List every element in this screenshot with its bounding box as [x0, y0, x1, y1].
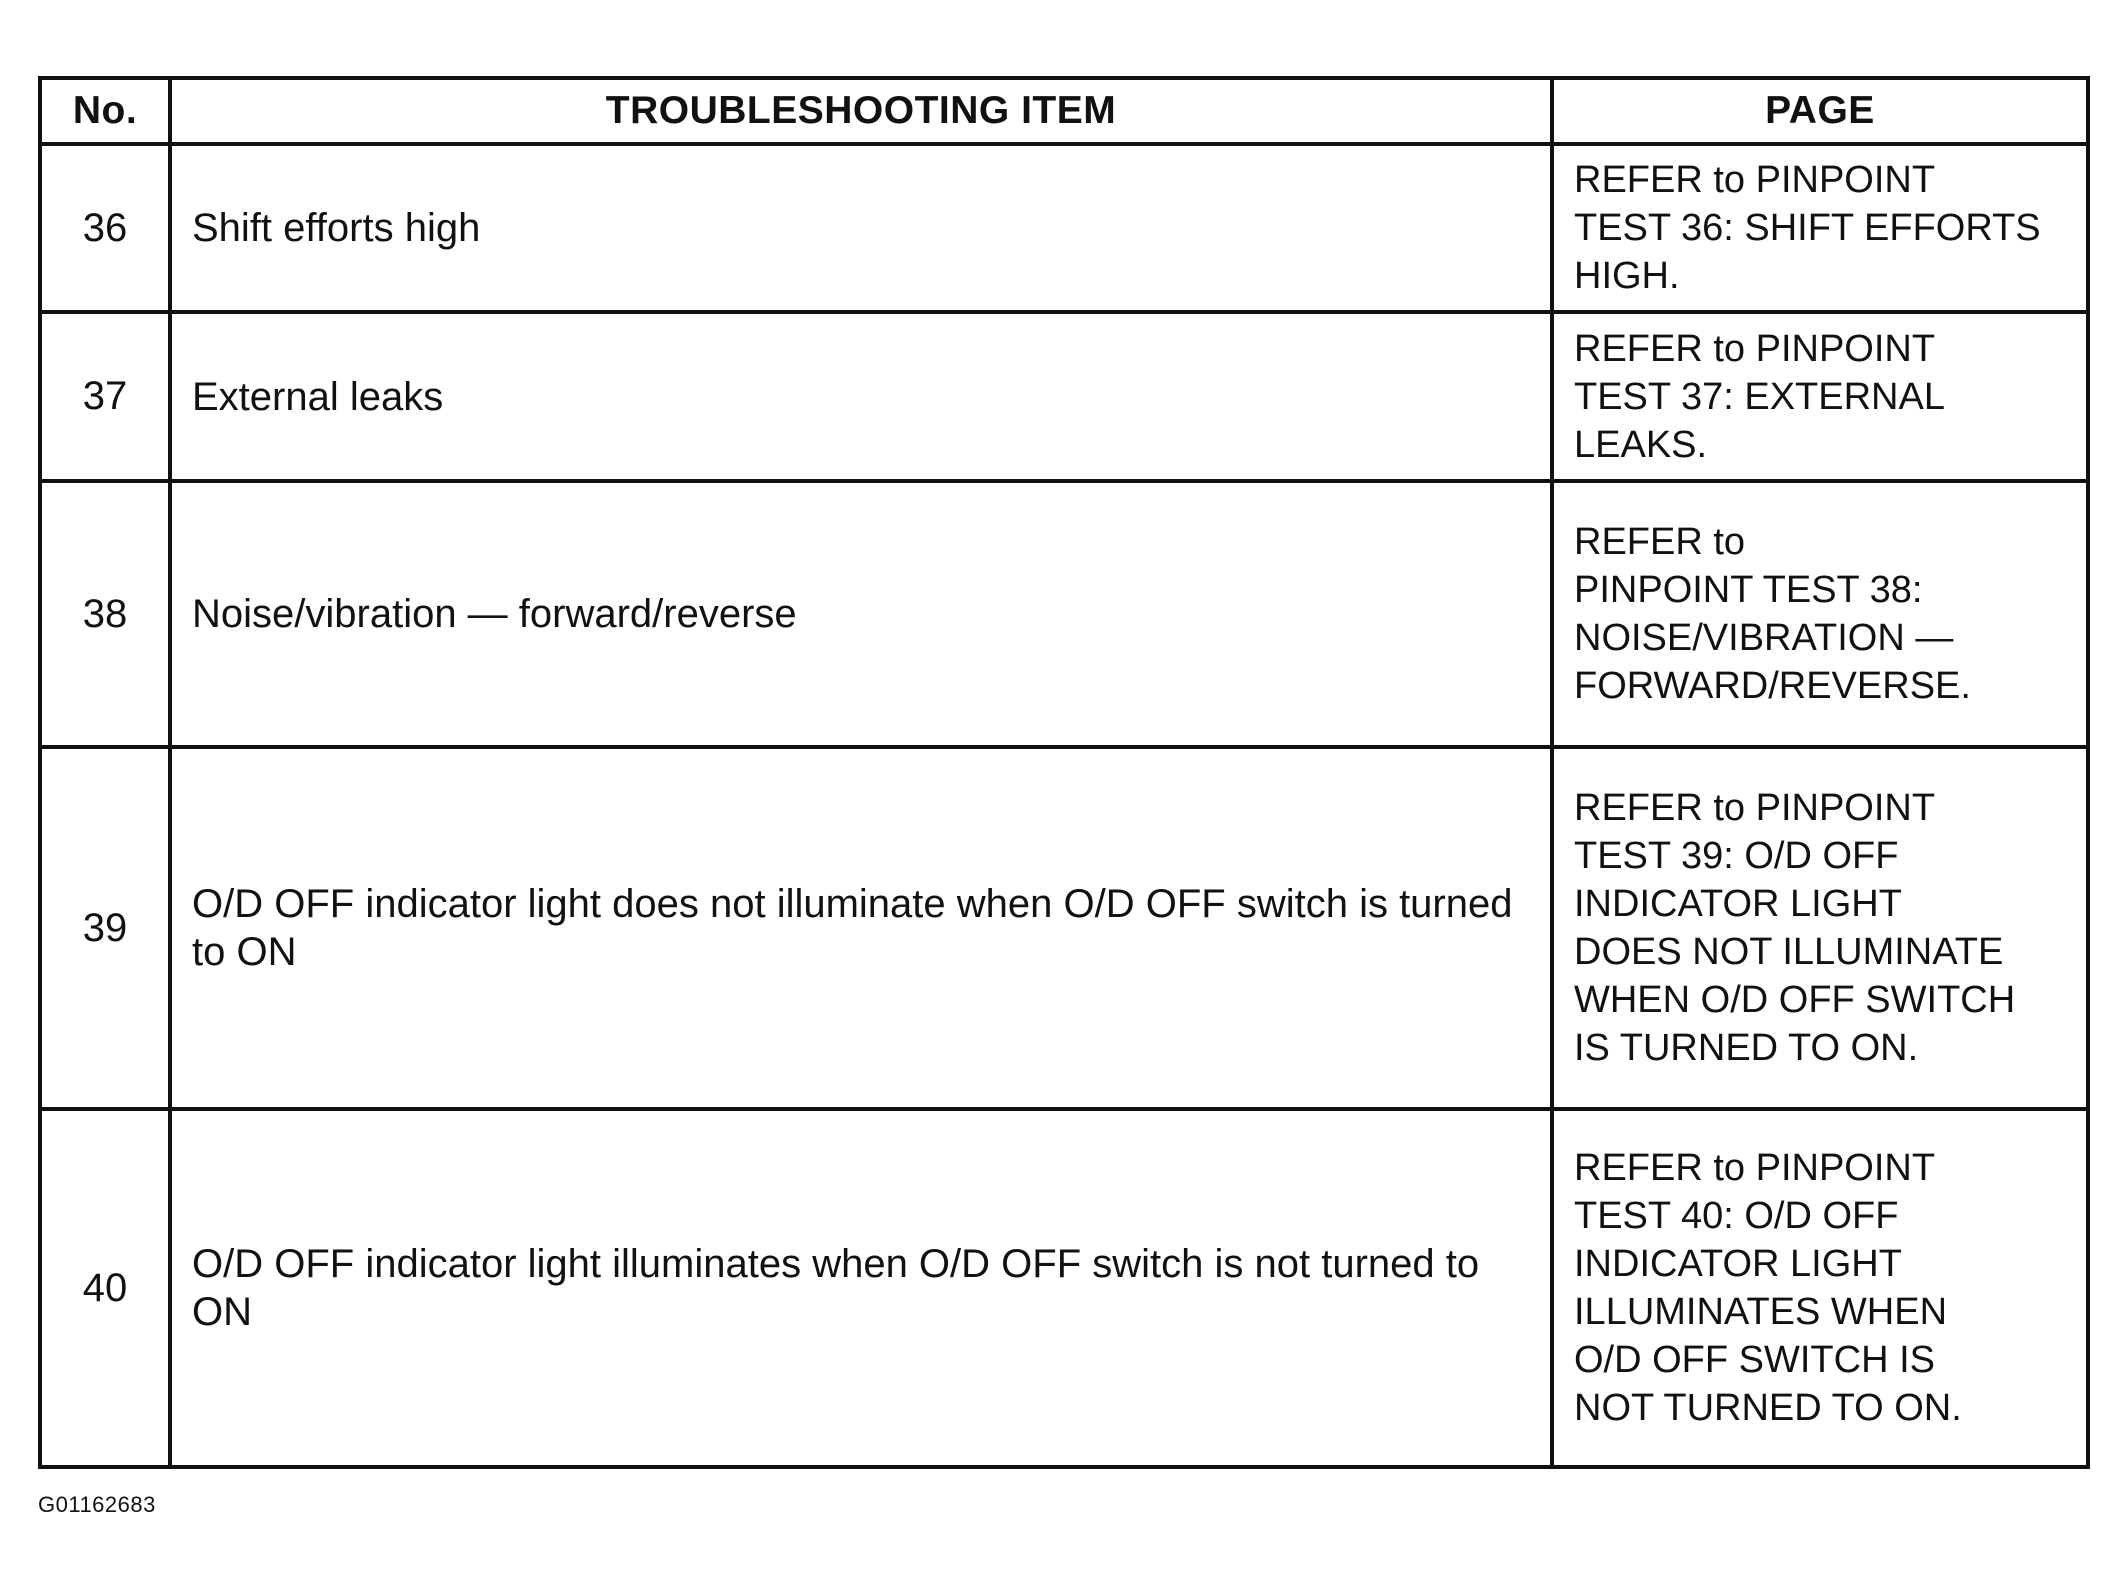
troubleshooting-table [38, 76, 2090, 1469]
row-number: 36 [40, 144, 170, 312]
page-reference: REFER to PINPOINT TEST 37: EXTERNAL LEAKS. [1552, 312, 2088, 481]
table-row [40, 481, 2088, 747]
figure-id: G01162683 [38, 1492, 156, 1517]
troubleshooting-item: O/D OFF indicator light illuminates when O/D OFF switch is not turned to ON [170, 1109, 1552, 1467]
page-reference: REFER to PINPOINT TEST 38: NOISE/VIBRATION — FORWARD/REVERSE. [1552, 481, 2088, 747]
table-row [40, 144, 2088, 312]
header-troubleshooting-item: TROUBLESHOOTING ITEM [170, 78, 1552, 144]
table-header-row [40, 78, 2088, 144]
row-number: 38 [40, 481, 170, 747]
row-number: 39 [40, 747, 170, 1109]
troubleshooting-item: O/D OFF indicator light does not illuminate when O/D OFF switch is turned to ON [170, 747, 1552, 1109]
table-row [40, 312, 2088, 481]
troubleshooting-item: Shift efforts high [170, 144, 1552, 312]
row-number: 40 [40, 1109, 170, 1467]
page-reference: REFER to PINPOINT TEST 39: O/D OFF INDICATOR LIGHT DOES NOT ILLUMINATE WHEN O/D OFF SWITCH IS TURNED TO ON. [1552, 747, 2088, 1109]
table-row [40, 747, 2088, 1109]
header-page: PAGE [1552, 78, 2088, 144]
header-no: No. [40, 78, 170, 144]
page-reference: REFER to PINPOINT TEST 36: SHIFT EFFORTS HIGH. [1552, 144, 2088, 312]
troubleshooting-item: External leaks [170, 312, 1552, 481]
page-reference: REFER to PINPOINT TEST 40: O/D OFF INDICATOR LIGHT ILLUMINATES WHEN O/D OFF SWITCH IS NOT TURNED TO ON. [1552, 1109, 2088, 1467]
troubleshooting-item: Noise/vibration — forward/reverse [170, 481, 1552, 747]
row-number: 37 [40, 312, 170, 481]
table-row [40, 1109, 2088, 1467]
